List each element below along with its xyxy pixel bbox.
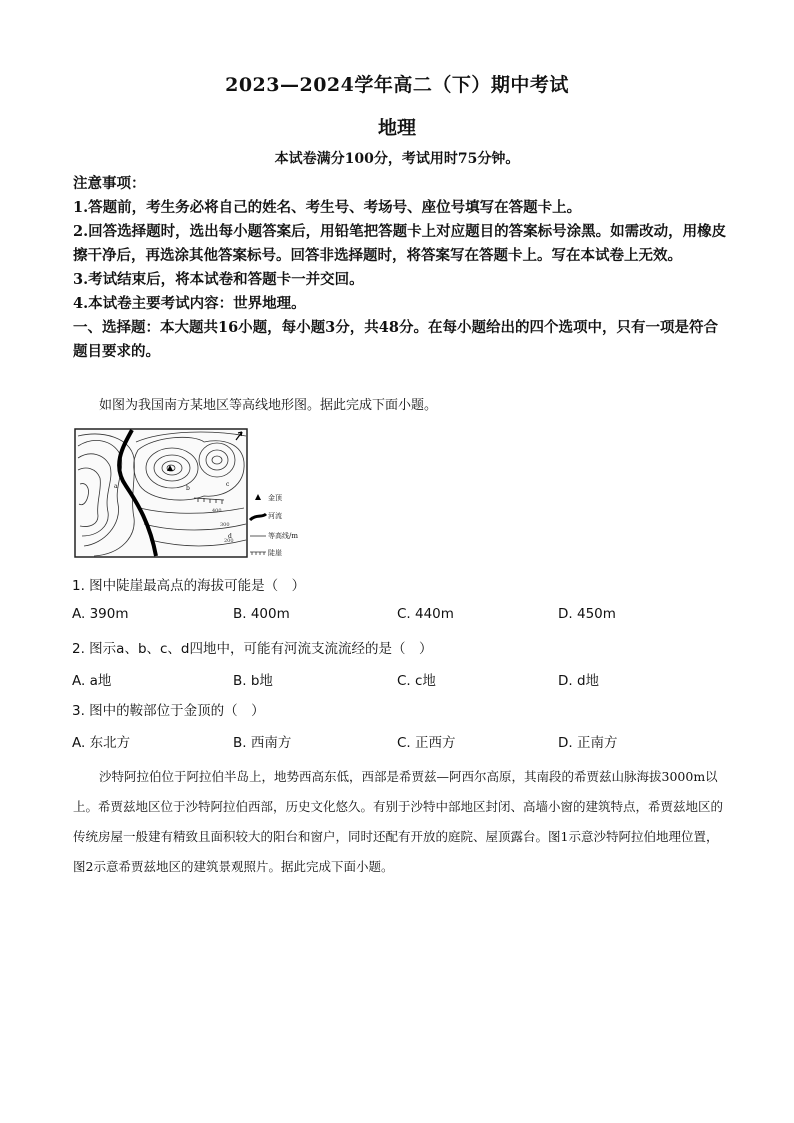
- option-a: A. 390m: [72, 606, 129, 622]
- map-legend: [250, 493, 298, 557]
- option-d: D. 正南方: [558, 735, 618, 751]
- point-label: d: [228, 533, 232, 540]
- notice-item: 4.本试卷主要考试内容：世界地理。: [73, 295, 306, 312]
- notice-heading: 注意事项：: [73, 175, 146, 192]
- point-label: c: [226, 481, 230, 488]
- option-c: C. 440m: [397, 606, 454, 622]
- map-frame: [75, 429, 247, 557]
- option-b: B. 400m: [233, 606, 290, 622]
- option-d: D. d地: [558, 673, 600, 689]
- legend-peak-icon: [255, 494, 261, 500]
- contour-value: 400: [212, 508, 222, 514]
- option-a: A. a地: [72, 673, 112, 689]
- contour-map-figure: [74, 428, 334, 560]
- contour-value: 300: [220, 522, 230, 528]
- option-c: C. 正西方: [397, 735, 456, 751]
- legend-cliff-icon: [250, 552, 266, 555]
- option-b: B. 西南方: [233, 735, 292, 751]
- notice-item: 1.答题前，考生务必将自己的姓名、考生号、考场号、座位号填写在答题卡上。: [73, 199, 582, 216]
- legend-river-icon: [250, 514, 266, 520]
- notice-item: 2.回答选择题时，选出每小题答案后，用铅笔把答题卡上对应题目的答案标号涂黑。如需改动，用橡皮擦干净后，再选涂其他答案标号。回答非选择题时，将答案写在答题卡上。写在本试卷上无效。: [73, 223, 727, 264]
- intro-contour: 如图为我国南方某地区等高线地形图。据此完成下面小题。: [99, 398, 438, 413]
- contour-value: 200: [224, 538, 234, 544]
- point-label: b: [186, 485, 190, 492]
- question-stem: 2. 图示a、b、c、d四地中，可能有河流支流流经的是（ ）: [72, 641, 433, 657]
- intro-saudi: 沙特阿拉伯位于阿拉伯半岛上，地势西高东低，西部是希贾兹—阿西尔高原，其南段的希贾兹山脉海拔3000m以上。希贾兹地区位于沙特阿拉伯西部，历史文化悠久。有别于沙特中部地区封闭、高墙小窗的建筑特点，希贾兹地区的传统房屋一般建有精致且面积较大的阳台和窗户，同时还配有开放的庭院、屋顶露台。图1示意沙特阿拉伯地理位置，图2示意希贾兹地区的建筑景观照片。据此完成下面小题。: [73, 769, 724, 874]
- notice-item: 3.考试结束后，将本试卷和答题卡一并交回。: [73, 271, 364, 288]
- subject-title: 地理: [377, 117, 416, 139]
- exam-title: 2023—2024学年高二（下）期中考试: [225, 74, 569, 96]
- legend-label: 金顶: [268, 494, 282, 502]
- point-label: a: [114, 483, 118, 490]
- option-b: B. b地: [233, 673, 273, 689]
- option-c: C. c地: [397, 673, 436, 689]
- legend-label: 陡崖: [268, 549, 282, 557]
- option-d: D. 450m: [558, 606, 616, 622]
- question-stem: 1. 图中陡崖最高点的海拔可能是（ ）: [72, 578, 306, 594]
- legend-label: 河流: [268, 512, 282, 520]
- section-heading: 一、选择题：本大题共16小题，每小题3分，共48分。在每小题给出的四个选项中，只有一项是符合题目要求的。: [73, 319, 718, 360]
- question-stem: 3. 图中的鞍部位于金顶的（ ）: [72, 703, 265, 719]
- legend-label: 等高线/m: [268, 532, 298, 540]
- exam-meta: 本试卷满分100分，考试用时75分钟。: [274, 151, 520, 167]
- option-a: A. 东北方: [72, 735, 131, 751]
- notice-block: [73, 172, 728, 364]
